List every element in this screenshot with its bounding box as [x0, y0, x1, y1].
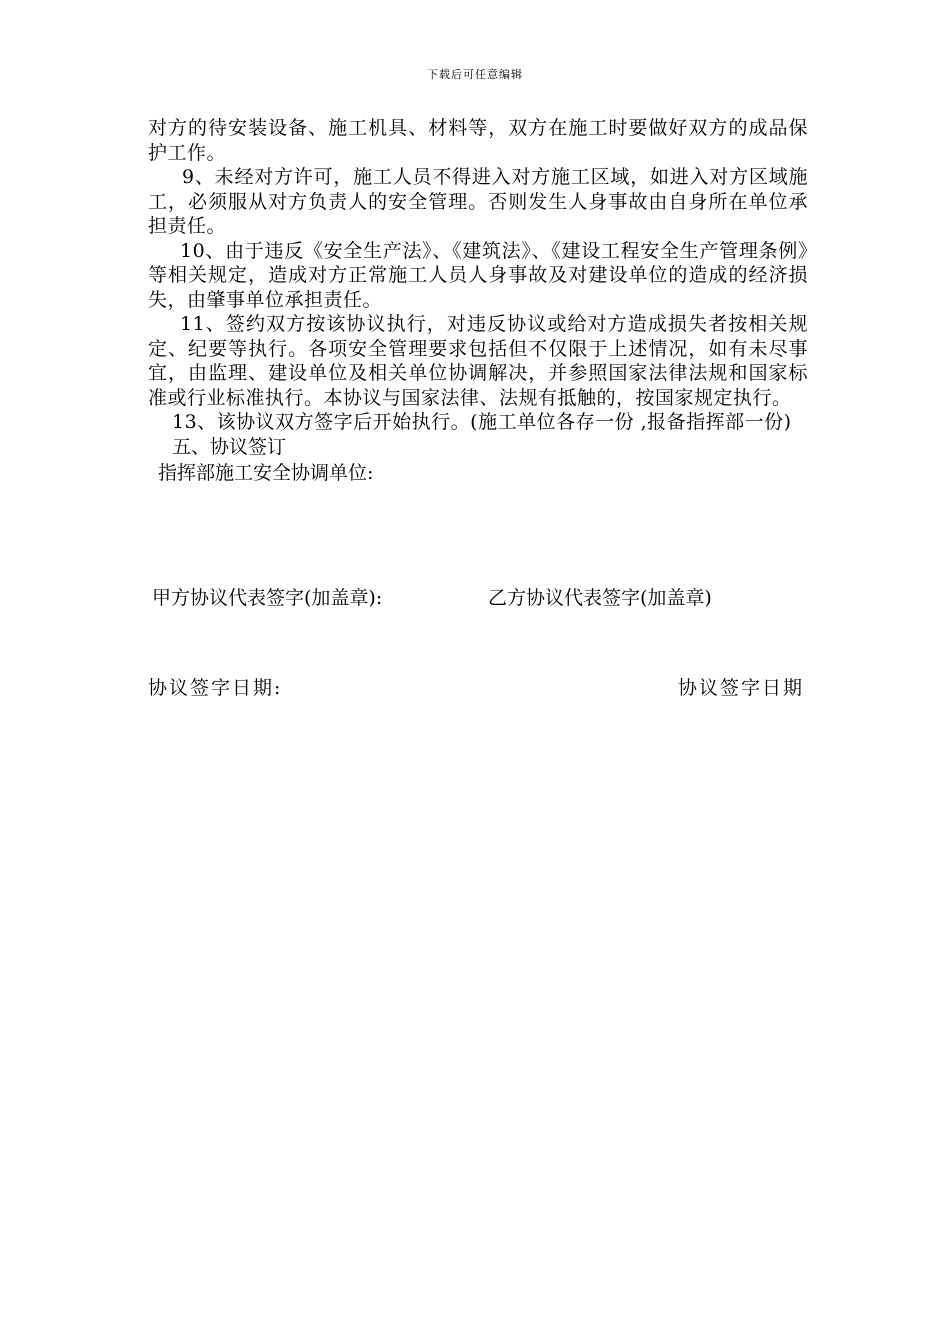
- party-b-signature-label: 乙方协议代表签字(加盖章): [488, 587, 712, 609]
- paragraph-clause-11: 11、签约双方按该协议执行，对违反协议或给对方造成损失者按相关规定、纪要等执行。各项安全管理要求包括但不仅限于上述情况，如有未尽事宜，由监理、建设单位及相关单位协调解决，并参照国家法律法规和国家标准或行业标准执行。本协议与国家法律、法规有抵触的，按国家规定执行。: [148, 313, 808, 409]
- paragraph-clause-13: 13、该协议双方签字后开始执行。(施工单位各存一份 ,报备指挥部一份): [172, 411, 792, 433]
- page-header: 下载后可任意编辑: [427, 68, 523, 81]
- section-title: 五、协议签订: [172, 435, 287, 458]
- document-body: [148, 116, 808, 487]
- paragraph-continuation: 对方的待安装设备、施工机具、材料等，双方在施工时要做好双方的成品保护工作。: [148, 117, 808, 164]
- party-b-date-label: 协议签字日期: [677, 677, 804, 699]
- party-a-date-label: 协议签字日期:: [148, 677, 283, 699]
- party-a-signature-label: 甲方协议代表签字(加盖章):: [152, 587, 383, 609]
- coordination-unit-label: 指挥部施工安全协调单位:: [158, 462, 374, 484]
- paragraph-clause-10: 10、由于违反《安全生产法》、《建筑法》、《建设工程安全生产管理条例》等相关规定，造成对方正常施工人员人身事故及对建设单位的造成的经济损失，由肇事单位承担责任。: [148, 239, 808, 311]
- paragraph-clause-9: 9、未经对方许可，施工人员不得进入对方施工区域，如进入对方区域施工，必须服从对方负责人的安全管理。否则发生人身事故由自身所在单位承担责任。: [148, 166, 808, 237]
